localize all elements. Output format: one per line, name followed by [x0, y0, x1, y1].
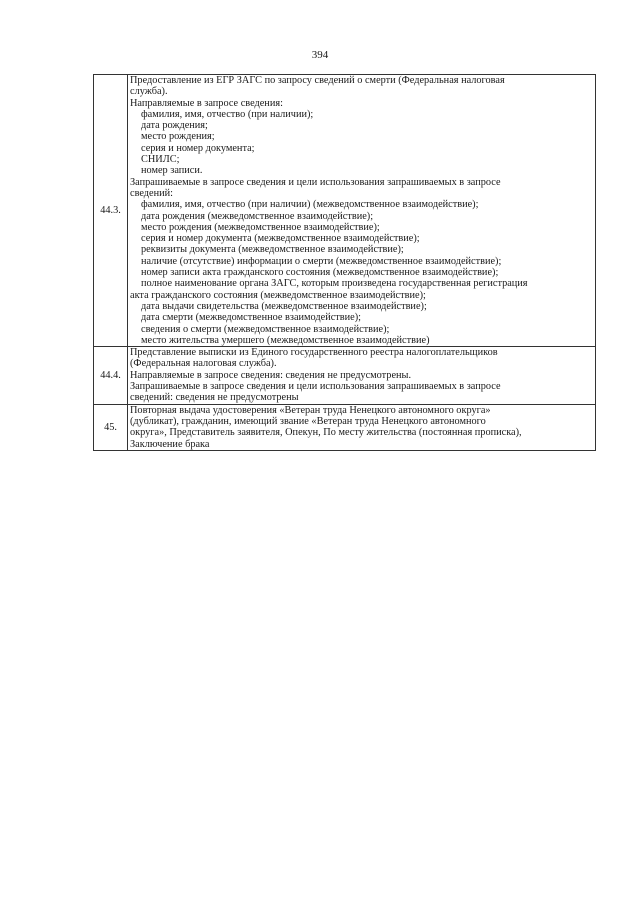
table-row — [94, 75, 596, 347]
row-number-cell — [94, 347, 128, 404]
description-line: дата рождения (межведомственное взаимодействие); — [141, 210, 374, 222]
description-line: (дубликат), гражданин, имеющий звание «Ветеран труда Ненецкого автономного — [130, 415, 486, 427]
description-line: фамилия, имя, отчество (при наличии) (межведомственное взаимодействие); — [141, 199, 479, 211]
description-line: дата смерти (межведомственное взаимодействие); — [141, 312, 362, 324]
description-line: Запрашиваемые в запросе сведения и цели использования запрашиваемых в запросе — [130, 176, 501, 188]
page-number: 394 — [311, 49, 329, 61]
description-line: сведений: сведения не предусмотрены — [130, 392, 299, 404]
description-line: Представление выписки из Единого государственного реестра налогоплательщиков — [130, 347, 498, 359]
description-line: реквизиты документа (межведомственное взаимодействие); — [141, 244, 404, 256]
row-number: 45. — [104, 421, 117, 433]
description-line: округа», Представитель заявителя, Опекун, По месту жительства (постоянная прописка), — [130, 427, 522, 439]
description-line: Повторная выдача удостоверения «Ветеран труда Ненецкого автономного округа» — [130, 404, 491, 416]
description-line: Направляемые в запросе сведения: — [130, 97, 283, 109]
row-number: 44.3. — [100, 204, 121, 216]
description-line: фамилия, имя, отчество (при наличии); — [141, 108, 314, 120]
description-line: сведений: — [130, 187, 174, 199]
description-line: серия и номер документа; — [141, 142, 255, 154]
description-line: Предоставление из ЕГР ЗАГС по запросу сведений о смерти (Федеральная налоговая — [130, 75, 505, 86]
description-line: Заключение брака — [130, 438, 210, 450]
description-line: наличие (отсутствие) информации о смерти (межведомственное взаимодействие); — [141, 255, 502, 267]
row-number-cell — [94, 75, 128, 347]
table-row — [94, 404, 596, 450]
row-description-cell — [128, 347, 596, 404]
description-line: полное наименование органа ЗАГС, которым произведена государственная регистрация — [141, 278, 528, 290]
description-line: серия и номер документа (межведомственное взаимодействие); — [141, 233, 420, 245]
description-line: место жительства умершего (межведомственное взаимодействие) — [141, 334, 430, 346]
description-line: (Федеральная налоговая служба). — [130, 358, 277, 370]
description-line: служба). — [130, 86, 168, 98]
services-table-body — [94, 75, 596, 451]
row-number-cell — [94, 404, 128, 450]
description-line: номер записи акта гражданского состояния (межведомственное взаимодействие); — [141, 267, 499, 279]
description-line: место рождения (межведомственное взаимодействие); — [141, 221, 380, 233]
description-line: номер записи. — [141, 165, 203, 177]
description-line: акта гражданского состояния (межведомственное взаимодействие); — [130, 289, 426, 301]
description-line: место рождения; — [141, 131, 215, 143]
table-row — [94, 347, 596, 404]
row-description-cell — [128, 75, 596, 347]
description-line: Запрашиваемые в запросе сведения и цели использования запрашиваемых в запросе — [130, 381, 501, 393]
description-line: дата рождения; — [141, 120, 208, 132]
services-table — [93, 74, 596, 451]
description-line: дата выдачи свидетельства (межведомственное взаимодействие); — [141, 300, 427, 312]
description-line: сведения о смерти (межведомственное взаимодействие); — [141, 323, 390, 335]
row-number: 44.4. — [100, 369, 121, 381]
description-line: СНИЛС; — [141, 154, 180, 166]
description-line: Направляемые в запросе сведения: сведения не предусмотрены. — [130, 369, 412, 381]
row-description-cell — [128, 404, 596, 450]
